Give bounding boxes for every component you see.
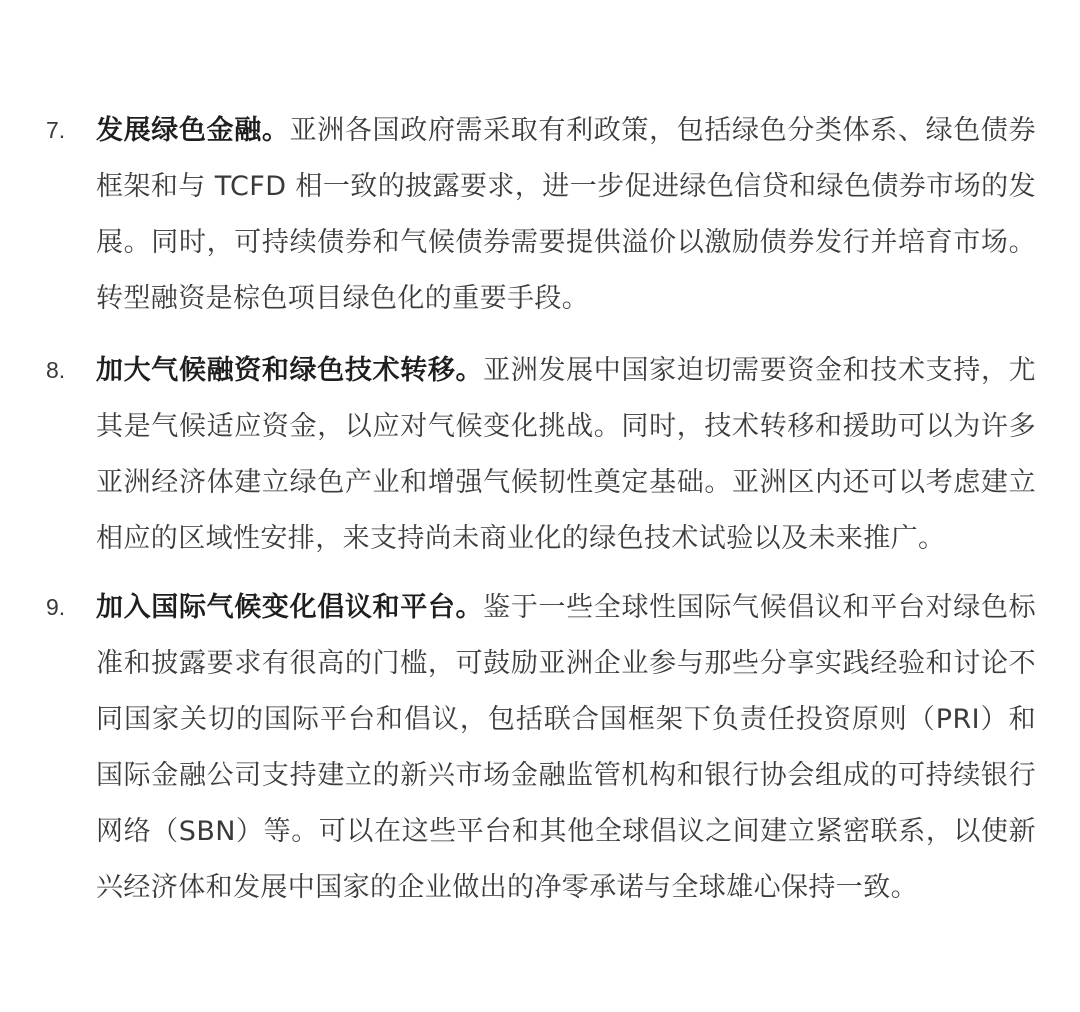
item-title: 发展绿色金融。 [96,115,290,146]
item-paragraph [96,103,1036,327]
item-title: 加大气候融资和绿色技术转移。 [96,355,484,386]
item-paragraph [96,580,1036,916]
item-text: 亚洲发展中国家迫切需要资金和技术支持，尤其是气候适应资金，以应对气候变化挑战。同时，技术转移和援助可以为许多亚洲经济体建立绿色产业和增强气候韧性奠定基础。亚洲区内还可以考虑建立相应的区域性安排，来支持尚未商业化的绿色技术试验以及未来推广。 [96,355,1037,554]
item-paragraph [96,343,1036,567]
item-number: 9. [46,594,66,620]
item-title: 加入国际气候变化倡议和平台。 [96,592,484,623]
item-number: 8. [46,357,66,383]
item-text: 鉴于一些全球性国际气候倡议和平台对绿色标准和披露要求有很高的门槛，可鼓励亚洲企业参与那些分享实践经验和讨论不同国家关切的国际平台和倡议，包括联合国框架下负责任投资原则（PRI）和国际金融公司支持建立的新兴市场金融监管机构和银行协会组成的可持续银行网络（SBN）等。可以在这些平台和其他全球倡议之间建立紧密联系，以使新兴经济体和发展中国家的企业做出的净零承诺与全球雄心保持一致。 [96,592,1037,903]
item-number: 7. [46,117,66,143]
item-text: 亚洲各国政府需采取有利政策，包括绿色分类体系、绿色债券框架和与 TCFD 相一致的披露要求，进一步促进绿色信贷和绿色债券市场的发展。同时，可持续债券和气候债券需要提供溢价以激励债券发行并培育市场。转型融资是棕色项目绿色化的重要手段。 [96,115,1036,314]
